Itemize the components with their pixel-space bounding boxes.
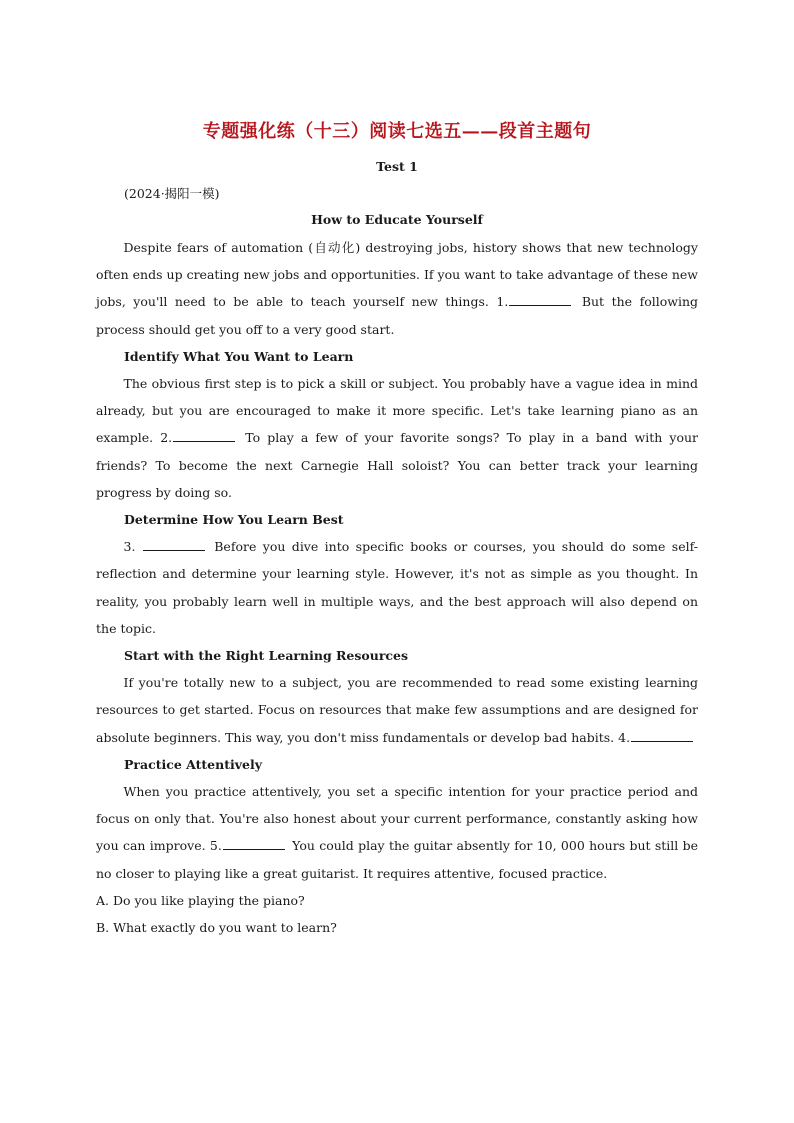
page-title: 专题强化练（十三）阅读七选五——段首主题句 xyxy=(202,121,592,142)
paragraph-2-text-b: To play a few of your favorite songs? To play in a band with your friends? To become the next Carnegie Hall soloist? You can better track your learning progress by doing so. xyxy=(96,430,698,500)
blank-1[interactable] xyxy=(509,293,571,306)
paragraph-5-text-a: When you practice attentively, you set a specific intention for your practice period and focus on only that. You're also honest about your current performance, constantly asking how you can improve. 5. xyxy=(96,784,698,854)
test-label: Test 1 xyxy=(376,159,418,174)
paragraph-2 xyxy=(96,370,698,506)
paragraph-2-text-a: The obvious first step is to pick a skill or subject. You probably have a vague idea in mind already, but you are encouraged to make it more specific. Let's take learning piano as an example. 2. xyxy=(96,376,698,446)
paragraph-4-text-a: If you're totally new to a subject, you are recommended to read some existing learning resources to get started. Focus on resources that make few assumptions and are designed for absolute beginners. This way, you don't miss fundamentals or develop bad habits. 4. xyxy=(96,675,698,745)
blank-5[interactable] xyxy=(223,837,285,850)
heading-start: Start with the Right Learning Resources xyxy=(124,648,409,664)
article-title: How to Educate Yourself xyxy=(311,212,483,227)
blank-3[interactable] xyxy=(143,538,205,551)
paragraph-1 xyxy=(96,234,698,343)
option-a: A. Do you like playing the piano? xyxy=(96,892,305,908)
paragraph-5 xyxy=(96,778,698,887)
heading-identify: Identify What You Want to Learn xyxy=(124,348,354,364)
heading-practice: Practice Attentively xyxy=(124,756,262,772)
paragraph-1-text-a: Despite fears of automation (自动化) destroying jobs, history shows that new technology often ends up creating new jobs and opportunities. If you want to take advantage of these new jobs, you'll need to be able to teach yourself new things. 1. xyxy=(96,240,698,310)
article-body xyxy=(96,234,698,941)
blank-2[interactable] xyxy=(173,429,235,442)
paragraph-3 xyxy=(96,533,698,642)
heading-determine: Determine How You Learn Best xyxy=(124,512,344,528)
paragraph-3-text-b: Before you dive into specific books or courses, you should do some self-reflection and determine your learning style. However, it's not as simple as you thought. In reality, you probably learn well in multiple ways, and the best approach will also depend on the topic. xyxy=(96,539,699,636)
paragraph-3-text-a: 3. xyxy=(123,539,142,555)
option-b: B. What exactly do you want to learn? xyxy=(96,920,337,936)
paragraph-5-text-b: You could play the guitar absently for 10, 000 hours but still be no closer to playing like a great guitarist. It requires attentive, focused practice. xyxy=(96,838,698,881)
paragraph-4 xyxy=(96,669,698,751)
blank-4[interactable] xyxy=(631,729,693,742)
paragraph-1-text-b: But the following process should get you off to a very good start. xyxy=(96,294,698,337)
source-note: (2024·揭阳一模) xyxy=(124,186,220,201)
